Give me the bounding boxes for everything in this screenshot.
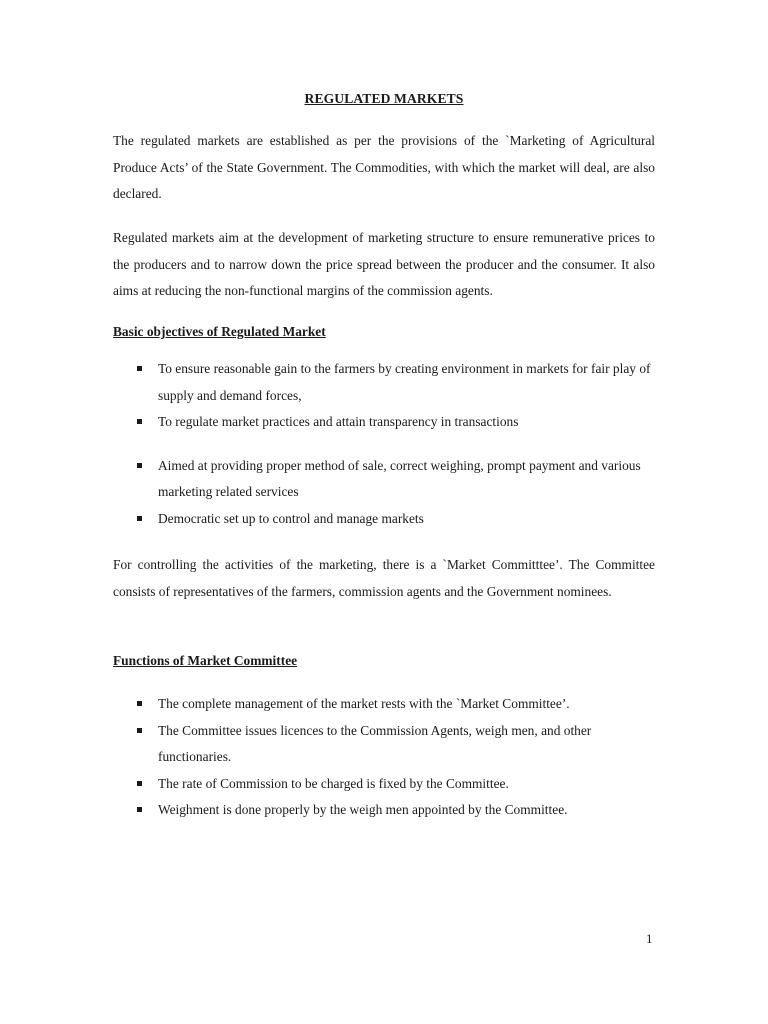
- list-item: [113, 718, 655, 771]
- objectives-heading: Basic objectives of Regulated Market: [113, 324, 326, 339]
- list-item: [113, 409, 655, 436]
- list-item-text: Democratic set up to control and manage markets: [158, 510, 424, 526]
- objectives-list: [113, 356, 655, 532]
- bullet-square-icon: [137, 781, 142, 786]
- bullet-square-icon: [137, 463, 142, 468]
- list-item: [113, 771, 655, 798]
- list-item: [113, 453, 655, 506]
- bullet-square-icon: [137, 807, 142, 812]
- list-item-text: The complete management of the market rests with the `Market Committee’.: [158, 696, 570, 711]
- list-item-text: To regulate market practices and attain transparency in transactions: [158, 414, 519, 429]
- bullet-square-icon: [137, 701, 142, 706]
- functions-heading: Functions of Market Committee: [113, 653, 298, 668]
- aim-paragraph: Regulated markets aim at the development of marketing structure to ensure remunerative prices to the producers and to narrow down the price spread between the producer and the consumer. It also aims at reducing the non-functional margins of the commission agents.: [113, 230, 655, 298]
- bullet-square-icon: [137, 516, 142, 521]
- list-item: [113, 356, 655, 409]
- functions-list: [113, 691, 655, 824]
- bullet-square-icon: [137, 419, 142, 424]
- list-item-text: To ensure reasonable gain to the farmers by creating environment in markets for fair play of supply and demand forces,: [158, 361, 651, 403]
- list-item-text: The Committee issues licences to the Commission Agents, weigh men, and other functionaries.: [158, 722, 592, 764]
- bullet-square-icon: [137, 728, 142, 733]
- list-item: [113, 506, 655, 533]
- list-item-text: Weighment is done properly by the weigh men appointed by the Committee.: [158, 802, 568, 817]
- list-item: [113, 691, 655, 718]
- list-item-text: Aimed at providing proper method of sale, correct weighing, prompt payment and various marketing related services: [158, 457, 641, 499]
- bullet-square-icon: [137, 366, 142, 371]
- list-item-text: The rate of Commission to be charged is fixed by the Committee.: [158, 775, 509, 791]
- intro-paragraph: The regulated markets are established as per the provisions of the `Marketing of Agricultural Produce Acts’ of the State Government. The Commodities, with which the market will deal, are also declared.: [113, 133, 655, 201]
- committee-paragraph: For controlling the activities of the marketing, there is a `Market Committtee’. The Committee consists of representatives of the farmers, commission agents and the Government nominees.: [113, 557, 655, 599]
- page-number: 1: [646, 931, 653, 946]
- list-item: [113, 797, 655, 824]
- document-title: REGULATED MARKETS: [304, 91, 464, 106]
